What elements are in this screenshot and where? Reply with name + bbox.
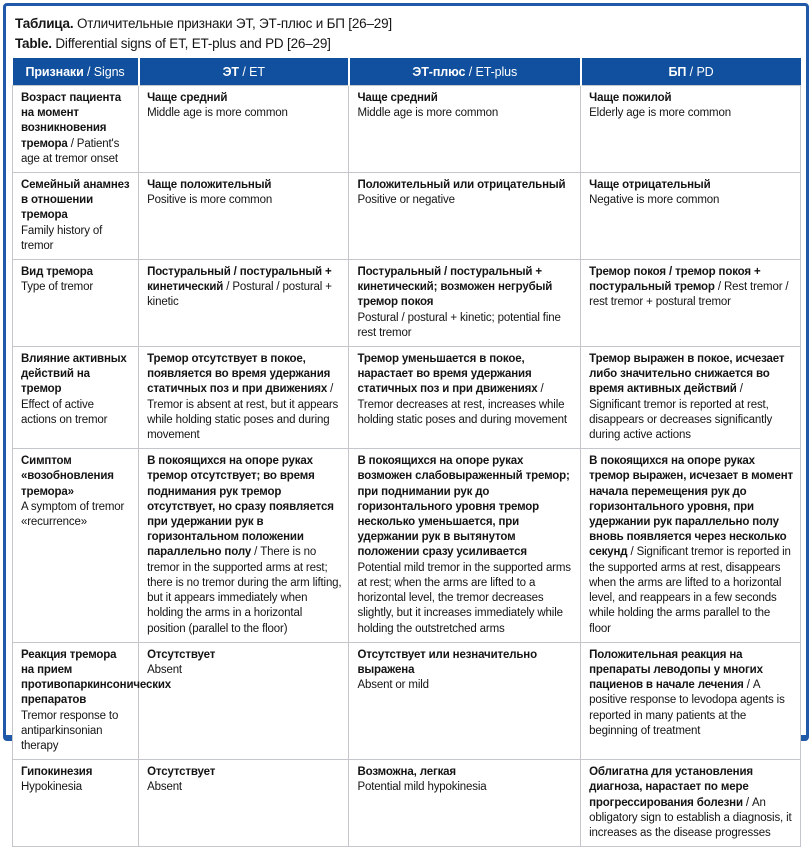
- cell-signs-row2: [13, 173, 139, 260]
- cell-pd-row1: [581, 86, 801, 173]
- cell-text-ru: Тремор отсутствует в покое, появляется во время удержания статичных поз и при движениях: [147, 353, 331, 396]
- cell-et-plus-row7: [349, 760, 581, 847]
- ru-en-separator: /: [223, 281, 233, 294]
- cell-text-en: A positive response to levodopa agents is reported in many patients at the beginning of treatment: [589, 679, 785, 737]
- cell-pd-row4: [581, 347, 801, 449]
- cell-text-en: Tremor is absent at rest, but it appears while holding static poses and during movement: [147, 398, 339, 442]
- cell-text-ru: Отсутствует: [147, 648, 216, 661]
- table-header-row: [13, 58, 801, 86]
- table-row: [13, 642, 801, 759]
- cell-text-ru: Постуральный / постуральный + кинетический: [147, 266, 332, 294]
- header-ru: БП: [668, 64, 687, 79]
- ru-en-separator: /: [238, 64, 250, 79]
- column-header-et: [139, 58, 349, 86]
- column-header-pd: [581, 58, 801, 86]
- cell-et-plus-row5: [349, 449, 581, 642]
- cell-text-ru: Чаще пожилой: [589, 92, 672, 104]
- cell-signs-row1: [13, 86, 139, 173]
- cell-text-ru: Чаще средний: [357, 92, 438, 104]
- cell-text-en: Elderly age is more common: [589, 107, 731, 120]
- cell-text-en: Significant tremor is reported at rest, disappears or decreases significantly during active actions: [589, 398, 773, 442]
- cell-et-plus-row4: [349, 347, 581, 449]
- cell-text-en: Family history of tremor: [21, 224, 103, 252]
- cell-pd-row6: [581, 642, 801, 759]
- ru-en-separator: /: [465, 64, 476, 79]
- ru-en-separator: /: [736, 383, 743, 396]
- cell-text-en: Significant tremor is reported in the supported arms at rest, disappears when the arms are lifted to a horizontal level, and reappears in a few seconds while holding the arms parallel to the floor: [589, 546, 791, 635]
- cell-text-en: Hypokinesia: [21, 781, 82, 794]
- cell-text-en: Negative is more common: [589, 194, 720, 207]
- cell-signs-row3: [13, 260, 139, 347]
- header-en: ET-plus: [475, 64, 518, 79]
- cell-text-ru: Отсутствует или незначительно выражена: [357, 648, 537, 676]
- cell-text-en: Middle age is more common: [357, 107, 499, 120]
- ru-en-separator: /: [251, 546, 261, 559]
- cell-text-en: Potential mild tremor in the supported arms at rest; when the arms are lifted to a horizontal level, the tremor decreases slightly, but it increases immediately while holding the outstretched arms: [357, 561, 571, 635]
- ru-en-separator: /: [742, 796, 753, 809]
- cell-pd-row3: [581, 260, 801, 347]
- cell-text-en: Potential mild hypokinesia: [357, 781, 487, 794]
- cell-text-ru: Симптом «возобновления тремора»: [21, 455, 114, 498]
- cell-et-row2: [139, 173, 349, 260]
- cell-text-en: Middle age is more common: [147, 107, 288, 120]
- table-caption: [15, 15, 801, 52]
- cell-text-en: An obligatory sign to establish a diagnosis, it increases as the disease progresses: [589, 796, 792, 839]
- cell-text-en: Positive is more common: [147, 194, 273, 207]
- cell-et-row5: [139, 449, 349, 642]
- cell-text-ru: Влияние активных действий на тремор: [21, 353, 127, 396]
- cell-text-en: Tremor response to antiparkinsonian therapy: [21, 709, 119, 752]
- caption-ru: [15, 15, 801, 32]
- caption-en: [15, 35, 801, 52]
- differential-signs-table: [12, 58, 801, 847]
- ru-en-separator: /: [627, 546, 637, 559]
- header-en: PD: [696, 64, 714, 79]
- caption-ru-text: Отличительные признаки ЭТ, ЭТ-плюс и БП [26–29]: [76, 16, 392, 31]
- cell-text-ru: Тремор уменьшается в покое, нарастает во время удержания статичных поз и при движениях: [357, 353, 538, 396]
- cell-text-ru: В покоящихся на опоре руках тремор выражен, исчезает в момент начала перемещения рук до горизонтального уровня, при удержании рук параллельно полу вновь появляется через несколько секунд: [589, 455, 793, 559]
- caption-en-text: Differential signs of ET, ET-plus and PD [26–29]: [55, 36, 331, 51]
- caption-en-label: Table.: [15, 36, 52, 51]
- column-header-signs: [13, 58, 139, 86]
- table-row: [13, 260, 801, 347]
- cell-et-plus-row1: [349, 86, 581, 173]
- cell-text-en: Positive or negative: [357, 194, 455, 207]
- cell-text-ru: Облигатна для установления диагноза, нарастает по мере прогрессирования болезни: [589, 766, 753, 809]
- cell-text-ru: В покоящихся на опоре руках возможен слабовыраженный тремор; при поднимании рук до горизонтального уровня тремор несколько уменьшается, при удержании рук в вытянутом положении сразу усиливается: [357, 455, 570, 559]
- cell-text-ru: Постуральный / постуральный + кинетический; возможен негрубый тремор покоя: [357, 266, 553, 309]
- cell-pd-row7: [581, 760, 801, 847]
- cell-text-ru: Положительная реакция на препараты леводопы у многих пациенов в начале лечения: [589, 648, 763, 692]
- cell-text-ru: Чаще средний: [147, 92, 228, 104]
- cell-text-ru: Семейный анамнез в отношении тремора: [21, 179, 130, 222]
- cell-et-plus-row6: [349, 642, 581, 759]
- cell-text-en: Effect of active actions on tremor: [21, 398, 108, 426]
- cell-signs-row4: [13, 347, 139, 449]
- table-row: [13, 449, 801, 642]
- cell-text-ru: Отсутствует: [147, 766, 216, 779]
- ru-en-separator: /: [537, 383, 544, 396]
- cell-et-row6: [139, 642, 349, 759]
- cell-et-row1: [139, 86, 349, 173]
- cell-et-plus-row3: [349, 260, 581, 347]
- cell-text-ru: Положительный или отрицательный: [357, 179, 566, 192]
- cell-text-en: Tremor decreases at rest, increases while holding static poses and during movement: [357, 398, 567, 426]
- header-ru: ЭТ-плюс: [412, 64, 466, 79]
- cell-text-ru: Возможна, легкая: [357, 766, 456, 779]
- header-ru: Признаки: [25, 64, 84, 79]
- cell-text-en: Rest tremor / rest tremor + postural tremor: [589, 281, 789, 309]
- cell-text-ru: Вид тремора: [21, 266, 93, 279]
- cell-text-en: There is no tremor in the supported arms at rest; there is no tremor during the arm lifting, but it appears immediately when holding the arms in a horizontal position (parallel to the floor): [147, 546, 342, 635]
- cell-text-ru: Гипокинезия: [21, 766, 93, 779]
- cell-text-en: Postural / postural + kinetic; potential fine rest tremor: [357, 311, 561, 339]
- cell-text-en: Absent or mild: [357, 679, 429, 692]
- header-ru: ЭТ: [222, 64, 239, 79]
- cell-text-en: Postural / postural + kinetic: [147, 281, 332, 309]
- header-en: ET: [249, 64, 265, 79]
- cell-pd-row2: [581, 173, 801, 260]
- column-header-et-plus: [349, 58, 581, 86]
- ru-en-separator: /: [714, 281, 724, 294]
- ru-en-separator: /: [743, 679, 753, 692]
- cell-pd-row5: [581, 449, 801, 642]
- cell-text-en: Absent: [147, 663, 182, 676]
- cell-et-row7: [139, 760, 349, 847]
- ru-en-separator: /: [83, 64, 94, 79]
- cell-text-ru: Тремор выражен в покое, исчезает либо значительно снижается во время активных действий: [589, 353, 785, 396]
- cell-text-ru: Чаще положительный: [147, 179, 272, 192]
- ru-en-separator: /: [67, 137, 77, 150]
- cell-text-en: Absent: [147, 781, 182, 794]
- table-frame: [3, 3, 809, 839]
- cell-text-en: A symptom of tremor «recurrence»: [21, 500, 125, 529]
- cell-signs-row7: [13, 760, 139, 847]
- cell-text-ru: Чаще отрицательный: [589, 179, 711, 192]
- cell-text-ru: Возраст пациента на момент возникновения тремора: [21, 92, 121, 150]
- cell-text-ru: Реакция тремора на прием противопаркинсонических препаратов: [21, 648, 172, 707]
- cell-text-en: Type of tremor: [21, 281, 94, 294]
- cell-text-ru: В покоящихся на опоре руках тремор отсутствует; во время поднимания рук тремор отсутствует, но сразу появляется при удержании рук в горизонтальном положении параллельно полу: [147, 455, 334, 559]
- cell-et-plus-row2: [349, 173, 581, 260]
- table-row: [13, 347, 801, 449]
- header-en: Signs: [93, 64, 125, 79]
- cell-et-row4: [139, 347, 349, 449]
- table-row: [13, 86, 801, 173]
- table-row: [13, 760, 801, 847]
- cell-signs-row5: [13, 449, 139, 642]
- ru-en-separator: /: [686, 64, 697, 79]
- table-row: [13, 173, 801, 260]
- cell-et-row3: [139, 260, 349, 347]
- ru-en-separator: /: [327, 383, 334, 396]
- cell-text-en: Patient's age at tremor onset: [21, 137, 120, 165]
- cell-text-ru: Тремор покоя / тремор покоя + постуральный тремор: [589, 266, 761, 294]
- caption-ru-label: Таблица.: [15, 16, 74, 31]
